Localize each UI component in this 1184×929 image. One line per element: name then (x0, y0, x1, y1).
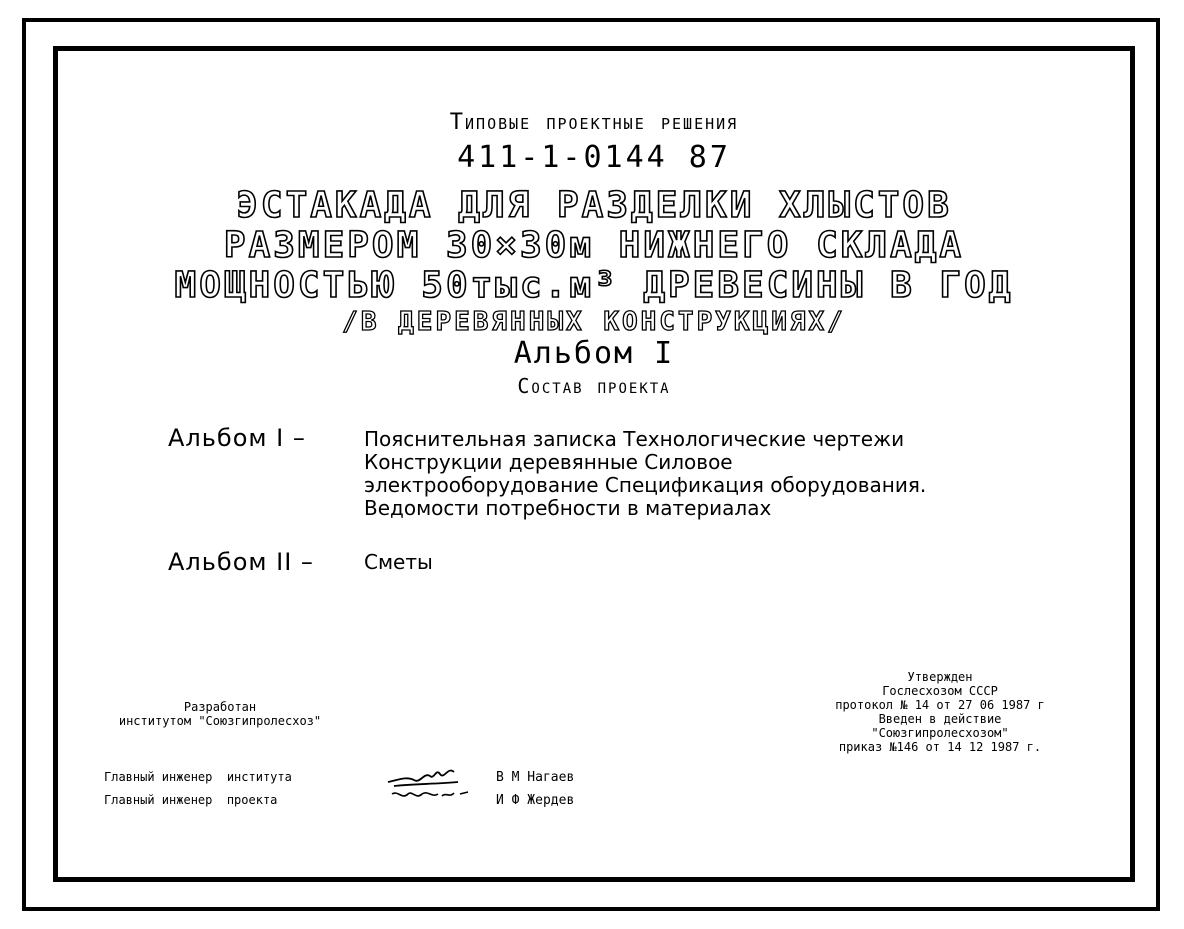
approval-line: приказ №146 от 14 12 1987 г. (838, 740, 1042, 754)
title-line-1: ЭСТАКАДА ДЛЯ РАЗДЕЛКИ ХЛЫСТОВ (236, 185, 952, 226)
album-heading: Альбом I (513, 336, 675, 371)
album-1-line: Конструкции деревянные Силовое (364, 450, 733, 474)
approval-line: Гослесхозом СССР (882, 684, 998, 698)
title-subtitle: /В ДЕРЕВЯННЫХ КОНСТРУКЦИЯХ/ (342, 307, 846, 337)
signature-row-2 (104, 793, 277, 807)
approval-line: Утвержден (907, 670, 973, 684)
approval-line: Введен в действие (878, 712, 1002, 726)
developer-line: Разработан (183, 700, 257, 714)
signature-scope: института (226, 770, 292, 784)
title-line-2: РАЗМЕРОМ 30×30м НИЖНЕГО СКЛАДА (223, 225, 965, 266)
signature-role: Главный инженер (104, 770, 213, 784)
developer-line: институтом "Союзгипролесхоз" (118, 714, 322, 728)
signature-row-1 (104, 770, 292, 784)
album-2-label: Альбом II – (168, 548, 314, 576)
project-code: 411-1-0144 87 (457, 140, 731, 175)
series-title: Типовые проектные решения (449, 110, 739, 135)
signature-handwritten (384, 760, 480, 808)
composition-heading: Состав проекта (517, 374, 671, 398)
signature-name: В М Нагаев (496, 770, 575, 785)
title-line-3: МОЩНОСТЬЮ 50тыс.м³ ДРЕВЕСИНЫ В ГОД (174, 265, 1014, 306)
approval-block (800, 670, 1080, 754)
album-1-line: электрооборудование Спецификация оборудования. (364, 473, 927, 497)
developer-block (100, 700, 340, 728)
album-1-label: Альбом I – (168, 424, 306, 452)
signature-scope: проекта (226, 793, 278, 807)
album-1-description (364, 428, 926, 520)
album-1-line: Пояснительная записка Технологические чертежи (364, 427, 905, 451)
album-2-description: Сметы (364, 550, 433, 574)
approval-line: "Союзгипролесхозом" (871, 726, 1009, 740)
signature-role: Главный инженер (104, 793, 213, 807)
signature-name: И Ф Жердев (496, 793, 575, 808)
album-1-line: Ведомости потребности в материалах (364, 496, 772, 520)
approval-line: протокол № 14 от 27 06 1987 г (835, 698, 1045, 712)
